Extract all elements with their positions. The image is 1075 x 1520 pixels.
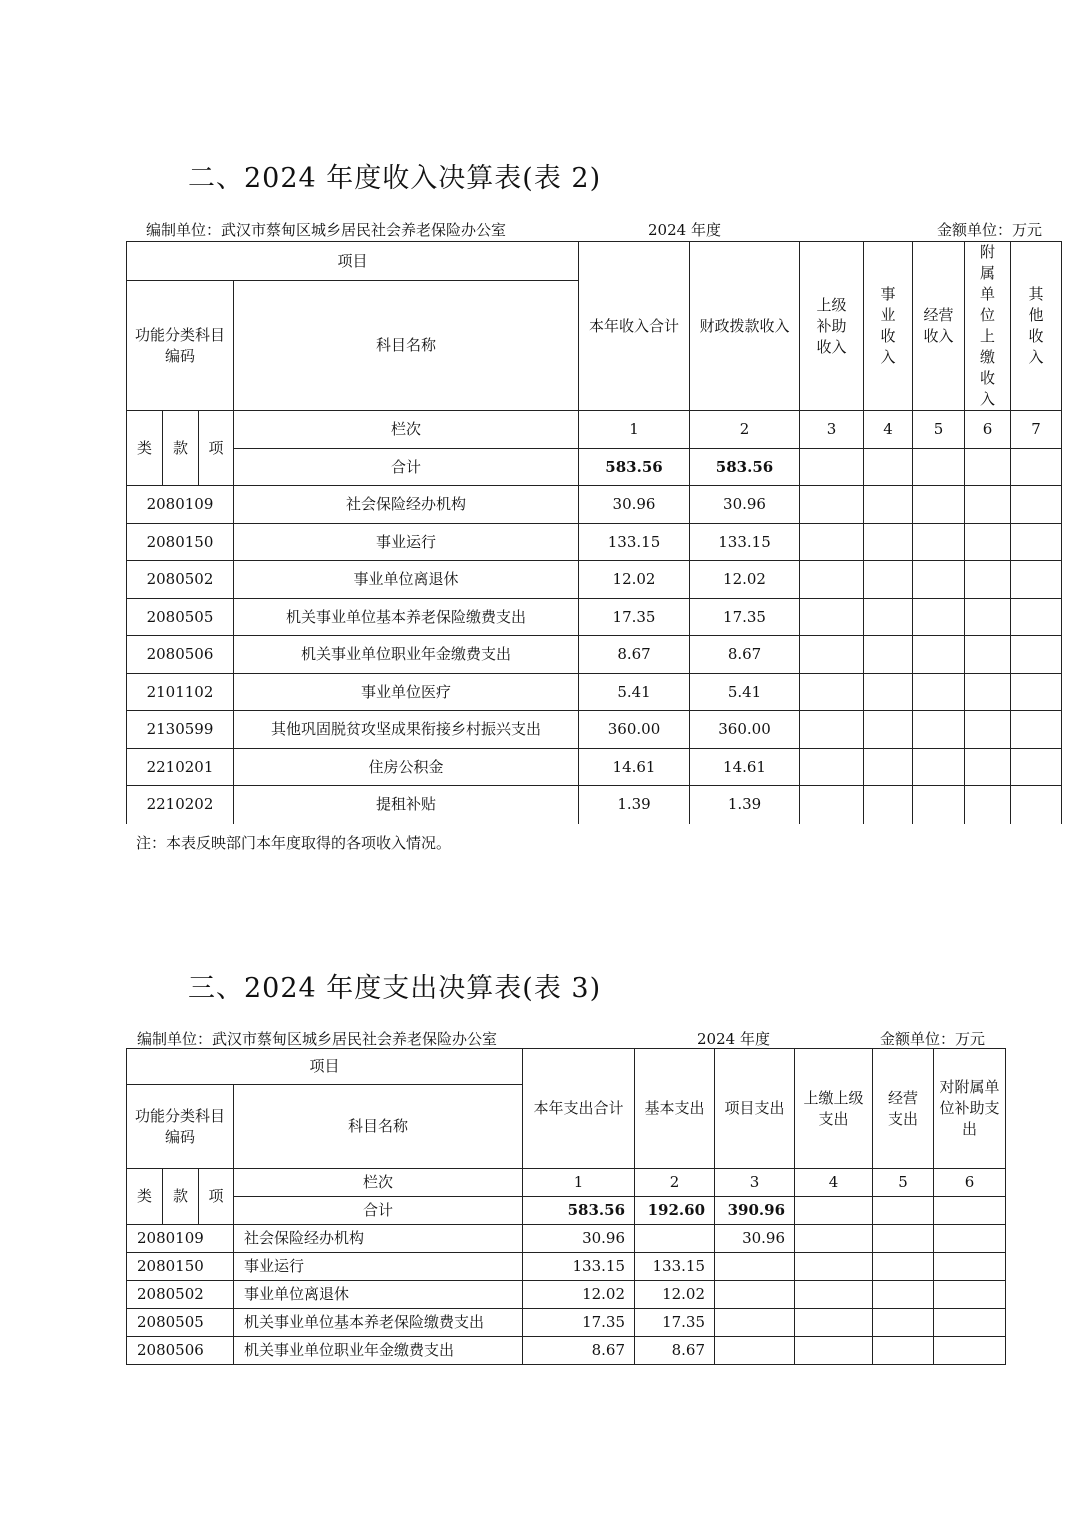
row-col1: 1.39 — [579, 786, 690, 824]
lanci-4: 4 — [795, 1169, 873, 1197]
item-header: 项目 — [127, 242, 579, 281]
table3-year: 2024 年度 — [697, 1030, 770, 1048]
row-name: 社会保险经办机构 — [234, 486, 579, 524]
lanci-label: 栏次 — [234, 1169, 523, 1197]
row-col3 — [715, 1337, 795, 1365]
col4-header: 事业收入 — [864, 242, 913, 411]
row-col2: 17.35 — [635, 1309, 715, 1337]
row-code: 2080109 — [127, 1225, 234, 1253]
kuan-header: 款 — [163, 411, 199, 486]
col6-header: 附属单位上缴收入 — [965, 242, 1011, 411]
row-col2: 1.39 — [690, 786, 800, 824]
lanci-label: 栏次 — [234, 411, 579, 449]
total-col1: 583.56 — [523, 1197, 635, 1225]
expenditure-table — [126, 1048, 1006, 1365]
total-col2: 192.60 — [635, 1197, 715, 1225]
row-col2: 8.67 — [635, 1337, 715, 1365]
col4-header: 上缴上级支出 — [795, 1049, 873, 1169]
row-code: 2210202 — [127, 786, 234, 824]
row-col2: 12.02 — [690, 561, 800, 599]
table2-title: 二、2024 年度收入决算表(表 2) — [188, 163, 602, 194]
row-code: 2080505 — [127, 599, 234, 636]
lanci-6: 6 — [965, 411, 1011, 449]
total-label: 合计 — [234, 449, 579, 486]
lanci-4: 4 — [864, 411, 913, 449]
table3-unit: 编制单位：武汉市蔡甸区城乡居民社会养老保险办公室 — [137, 1030, 498, 1048]
code-header: 功能分类科目编码 — [127, 1085, 234, 1169]
row-col1: 360.00 — [579, 711, 690, 749]
row-name: 机关事业单位基本养老保险缴费支出 — [234, 1309, 523, 1337]
total-col1: 583.56 — [579, 449, 690, 486]
table-row — [127, 486, 1062, 524]
income-table — [126, 241, 1062, 824]
row-code: 2080109 — [127, 486, 234, 524]
table-row — [127, 1253, 1006, 1281]
lanci-2: 2 — [690, 411, 800, 449]
table-row — [127, 1309, 1006, 1337]
table-row — [127, 1281, 1006, 1309]
row-col1: 12.02 — [579, 561, 690, 599]
row-col1: 5.41 — [579, 674, 690, 711]
row-col3 — [715, 1309, 795, 1337]
row-col1: 133.15 — [579, 524, 690, 561]
row-name: 提租补贴 — [234, 786, 579, 824]
table-row — [127, 1337, 1006, 1365]
lanci-1: 1 — [523, 1169, 635, 1197]
row-name: 机关事业单位职业年金缴费支出 — [234, 1337, 523, 1365]
table-row — [127, 599, 1062, 636]
table2-year: 2024 年度 — [648, 221, 721, 239]
row-col1: 17.35 — [579, 599, 690, 636]
xiang-header: 项 — [199, 1169, 234, 1225]
total-col2: 583.56 — [690, 449, 800, 486]
lanci-3: 3 — [715, 1169, 795, 1197]
xiang-header: 项 — [199, 411, 234, 486]
lanci-3: 3 — [800, 411, 864, 449]
row-col2: 133.15 — [635, 1253, 715, 1281]
row-col2: 8.67 — [690, 636, 800, 674]
col6-header: 对附属单位补助支出 — [934, 1049, 1006, 1169]
row-code: 2080502 — [127, 561, 234, 599]
table2-unit: 编制单位：武汉市蔡甸区城乡居民社会养老保险办公室 — [146, 221, 507, 239]
row-name: 机关事业单位职业年金缴费支出 — [234, 636, 579, 674]
table-row — [127, 1225, 1006, 1253]
row-col1: 8.67 — [579, 636, 690, 674]
row-code: 2210201 — [127, 749, 234, 786]
row-name: 事业单位离退休 — [234, 561, 579, 599]
row-name: 机关事业单位基本养老保险缴费支出 — [234, 599, 579, 636]
table3-currency: 金额单位：万元 — [880, 1030, 986, 1048]
row-col1: 17.35 — [523, 1309, 635, 1337]
col2-header: 基本支出 — [635, 1049, 715, 1169]
row-col3 — [715, 1281, 795, 1309]
row-col2: 17.35 — [690, 599, 800, 636]
row-name: 社会保险经办机构 — [234, 1225, 523, 1253]
table-row — [127, 524, 1062, 561]
row-name: 其他巩固脱贫攻坚成果衔接乡村振兴支出 — [234, 711, 579, 749]
row-code: 2130599 — [127, 711, 234, 749]
col1-header: 本年支出合计 — [523, 1049, 635, 1169]
row-code: 2101102 — [127, 674, 234, 711]
row-code: 2080502 — [127, 1281, 234, 1309]
table-row — [127, 674, 1062, 711]
row-code: 2080506 — [127, 636, 234, 674]
row-col1: 30.96 — [523, 1225, 635, 1253]
table-row — [127, 749, 1062, 786]
name-header: 科目名称 — [234, 281, 579, 411]
row-code: 2080150 — [127, 524, 234, 561]
row-name: 事业单位医疗 — [234, 674, 579, 711]
total-col3: 390.96 — [715, 1197, 795, 1225]
name-header: 科目名称 — [234, 1085, 523, 1169]
lei-header: 类 — [127, 411, 163, 486]
lanci-1: 1 — [579, 411, 690, 449]
row-col1: 12.02 — [523, 1281, 635, 1309]
lanci-6: 6 — [934, 1169, 1006, 1197]
col2-header: 财政拨款收入 — [690, 242, 800, 411]
row-col3 — [715, 1253, 795, 1281]
table3-title: 三、2024 年度支出决算表(表 3) — [188, 973, 602, 1004]
row-code: 2080150 — [127, 1253, 234, 1281]
row-col3: 30.96 — [715, 1225, 795, 1253]
table-row — [127, 561, 1062, 599]
row-col1: 14.61 — [579, 749, 690, 786]
lanci-5: 5 — [913, 411, 965, 449]
row-col2: 360.00 — [690, 711, 800, 749]
row-col1: 8.67 — [523, 1337, 635, 1365]
table-row — [127, 786, 1062, 824]
lanci-2: 2 — [635, 1169, 715, 1197]
lanci-7: 7 — [1011, 411, 1062, 449]
row-col2: 14.61 — [690, 749, 800, 786]
lei-header: 类 — [127, 1169, 163, 1225]
col3-header: 项目支出 — [715, 1049, 795, 1169]
item-header: 项目 — [127, 1049, 523, 1085]
col5-header: 经营支出 — [873, 1049, 934, 1169]
row-code: 2080505 — [127, 1309, 234, 1337]
row-name: 事业运行 — [234, 1253, 523, 1281]
table-row — [127, 636, 1062, 674]
col3-header: 上级补助收入 — [800, 242, 864, 411]
total-label: 合计 — [234, 1197, 523, 1225]
col1-header: 本年收入合计 — [579, 242, 690, 411]
row-col1: 133.15 — [523, 1253, 635, 1281]
row-col2: 12.02 — [635, 1281, 715, 1309]
table2-currency: 金额单位：万元 — [937, 221, 1043, 239]
lanci-5: 5 — [873, 1169, 934, 1197]
kuan-header: 款 — [163, 1169, 199, 1225]
col5-header: 经营收入 — [913, 242, 965, 411]
code-header: 功能分类科目编码 — [127, 281, 234, 411]
table2-note: 注：本表反映部门本年度取得的各项收入情况。 — [136, 834, 452, 852]
col7-header: 其他收入 — [1011, 242, 1062, 411]
row-col2: 30.96 — [690, 486, 800, 524]
row-name: 事业运行 — [234, 524, 579, 561]
row-name: 住房公积金 — [234, 749, 579, 786]
table-row — [127, 711, 1062, 749]
row-code: 2080506 — [127, 1337, 234, 1365]
row-name: 事业单位离退休 — [234, 1281, 523, 1309]
row-col2: 5.41 — [690, 674, 800, 711]
row-col2 — [635, 1225, 715, 1253]
row-col1: 30.96 — [579, 486, 690, 524]
row-col2: 133.15 — [690, 524, 800, 561]
